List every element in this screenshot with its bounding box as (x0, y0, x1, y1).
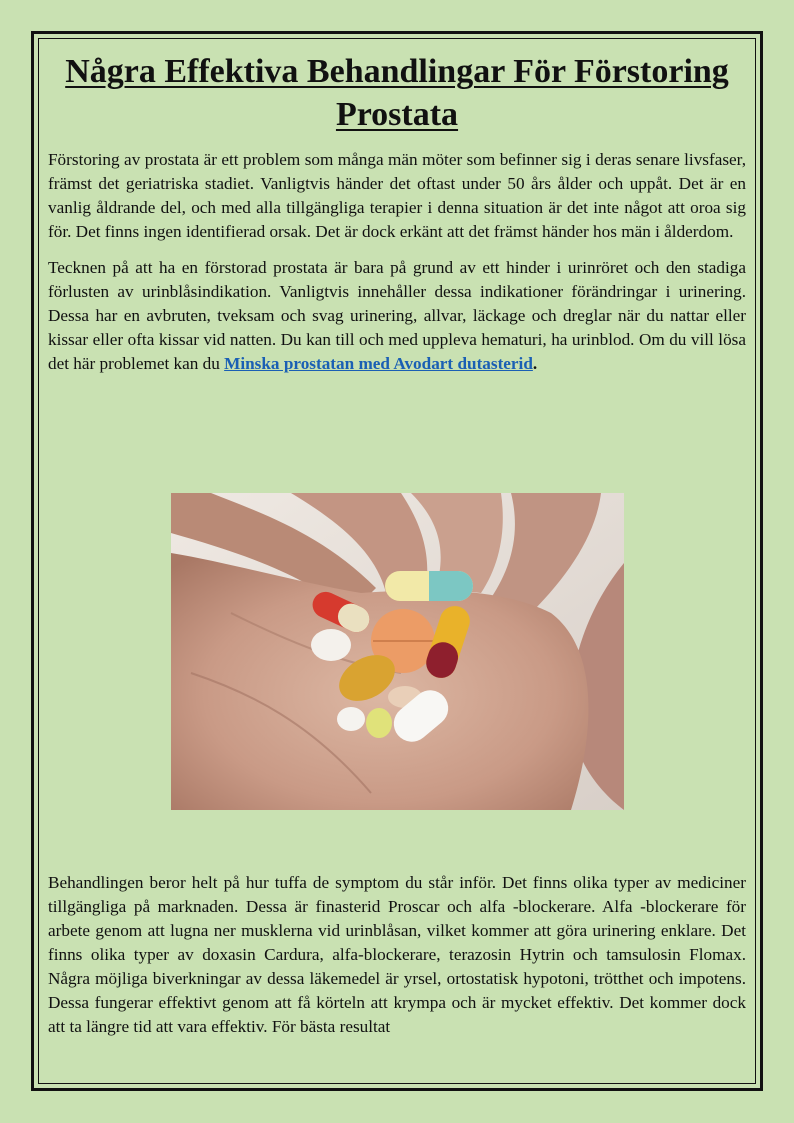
paragraph-symptoms (48, 256, 746, 376)
hand-with-pills-photo (171, 493, 624, 810)
hand-with-pills-illustration (171, 493, 624, 810)
avodart-link[interactable]: Minska prostatan med Avodart dutasterid (224, 354, 533, 373)
paragraph-treatment: Behandlingen beror helt på hur tuffa de symptom du står inför. Det finns olika typer av mediciner tillgängliga på marknaden. Dessa är finasterid Proscar och alfa -blockerare. Alfa -blockerare för arbete genom att lugna ner musklerna vid urinblåsan, vilket kommer att göra urinering enklare. Det finns olika typer av doxasin Cardura, alfa-blockerare, terazosin Hytrin och tamsulosin Flomax. Några möjliga biverkningar av dessa läkemedel är yrsel, ortostatisk hypotoni, trötthet och impotens. Dessa fungerar effektivt genom att få körteln att krympa och är mycket effektiv. Det kommer dock att ta längre tid att vara effektiv. För bästa resultat (48, 873, 746, 1036)
paragraph-symptoms-text: Tecknen på att ha en förstorad prostata är bara på grund av ett hinder i urinröret och den stadiga förlusten av urinblåsindikation. Vanligtvis innehåller dessa indikationer förändringar i urinering. Dessa har en avbruten, tveksam och svag urinering, allvar, läckage och dreglar när du nattar eller kissar eller ofta kissar vid natten. Du kan till och med uppleva hematuri, ha urinblod. Om du vill lösa det här problemet kan du (48, 258, 746, 373)
paragraph-intro: Förstoring av prostata är ett problem som många män möter som befinner sig i deras senare livsfaser, främst det geriatriska stadiet. Vanligtvis händer det oftast under 50 års ålder och uppåt. Det är en vanlig åldrande del, och med alla tillgängliga terapier i denna situation är det inte något att oroa sig för. Det finns ingen identifierad orsak. Det är dock erkänt att det främst händer hos män i ålderdom. (48, 150, 746, 241)
paragraph-symptoms-end: . (532, 354, 538, 373)
document-body (48, 48, 746, 376)
page-title: Några Effektiva Behandlingar För Förstoring Prostata (65, 53, 729, 133)
